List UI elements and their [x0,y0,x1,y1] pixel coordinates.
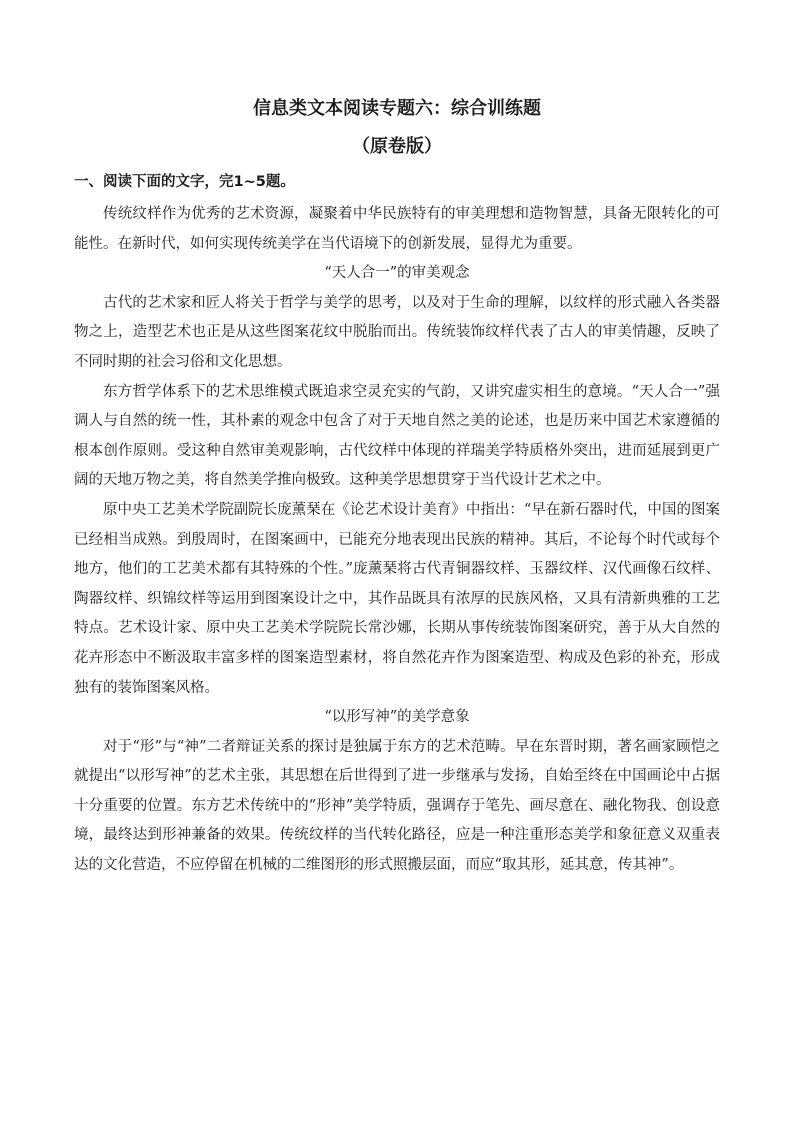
page-subtitle: （原卷版） [352,136,442,157]
section-heading: 一、阅读下面的文字，完1~5题。 [74,174,295,190]
reading-passage [74,200,720,881]
paragraph: 对于“形”与“神”二者辩证关系的探讨是独属于东方的艺术范畴。早在东晋时期，著名画家顾恺之就提出“以形写神”的艺术主张，其思想在后世得到了进一步继承与发扬，自始至终在中国画论中占据十分重要的位置。东方艺术传统中的“形神”美学特质，强调存于笔先、画尽意在、融化物我、创设意境，最终达到形神兼备的效果。传统纹样的当代转化路径，应是一种注重形态美学和象征意义双重表达的文化营造，不应停留在机械的二维图形的形式照搬层面，而应“取其形，延其意，传其神”。 [74,738,720,874]
paragraph: 古代的艺术家和匠人将关于哲学与美学的思考，以及对于生命的理解，以纹样的形式融入各类器物之上，造型艺术也正是从这些图案花纹中脱胎而出。传统装饰纹样代表了古人的审美情趣，反映了不同时期的社会习俗和文化思想。 [74,294,720,370]
paragraph: 东方哲学体系下的艺术思维模式既追求空灵充实的气韵，又讲究虚实相生的意境。“天人合一”强调人与自然的统一性，其朴素的观念中包含了对于天地自然之美的论述，也是历来中国艺术家遵循的根本创作原则。受这种自然审美观影响，古代纹样中体现的祥瑞美学特质格外突出，进而延展到更广阔的天地万物之美，将自然美学推向极致。这种美学思想贯穿于当代设计艺术之中。 [74,383,720,489]
page-title: 信息类文本阅读专题六：综合训练题 [253,98,541,119]
paragraph: 原中央工艺美术学院副院长庞薰琹在《论艺术设计美育》中指出：“早在新石器时代，中国的图案已经相当成熟。到殷周时，在图案画中，已能充分地表现出民族的精神。其后，不论每个时代或每个地方，他们的工艺美术都有其特殊的个性。”庞薰琹将古代青铜器纹样、玉器纹样、汉代画像石纹样、陶器纹样、织锦纹样等运用到图案设计之中，其作品既具有浓厚的民族风格，又具有清新典雅的工艺特点。艺术设计家、原中央工艺美术学院院长常沙娜，长期从事传统装饰图案研究，善于从大自然的花卉形态中不断汲取丰富多样的图案造型素材，将自然花卉作为图案造型、构成及色彩的补充，形成独有的装饰图案风格。 [74,501,720,696]
subheading-yixing-xieshen: “以形写神”的美学意象 [324,709,470,726]
paragraph-intro: 传统纹样作为优秀的艺术资源，凝聚着中华民族特有的审美理想和造物智慧，具备无限转化的可能性。在新时代，如何实现传统美学在当代语境下的创新发展，显得尤为重要。 [74,206,720,252]
subheading-tianren-heyi: “天人合一”的审美观念 [324,265,470,282]
